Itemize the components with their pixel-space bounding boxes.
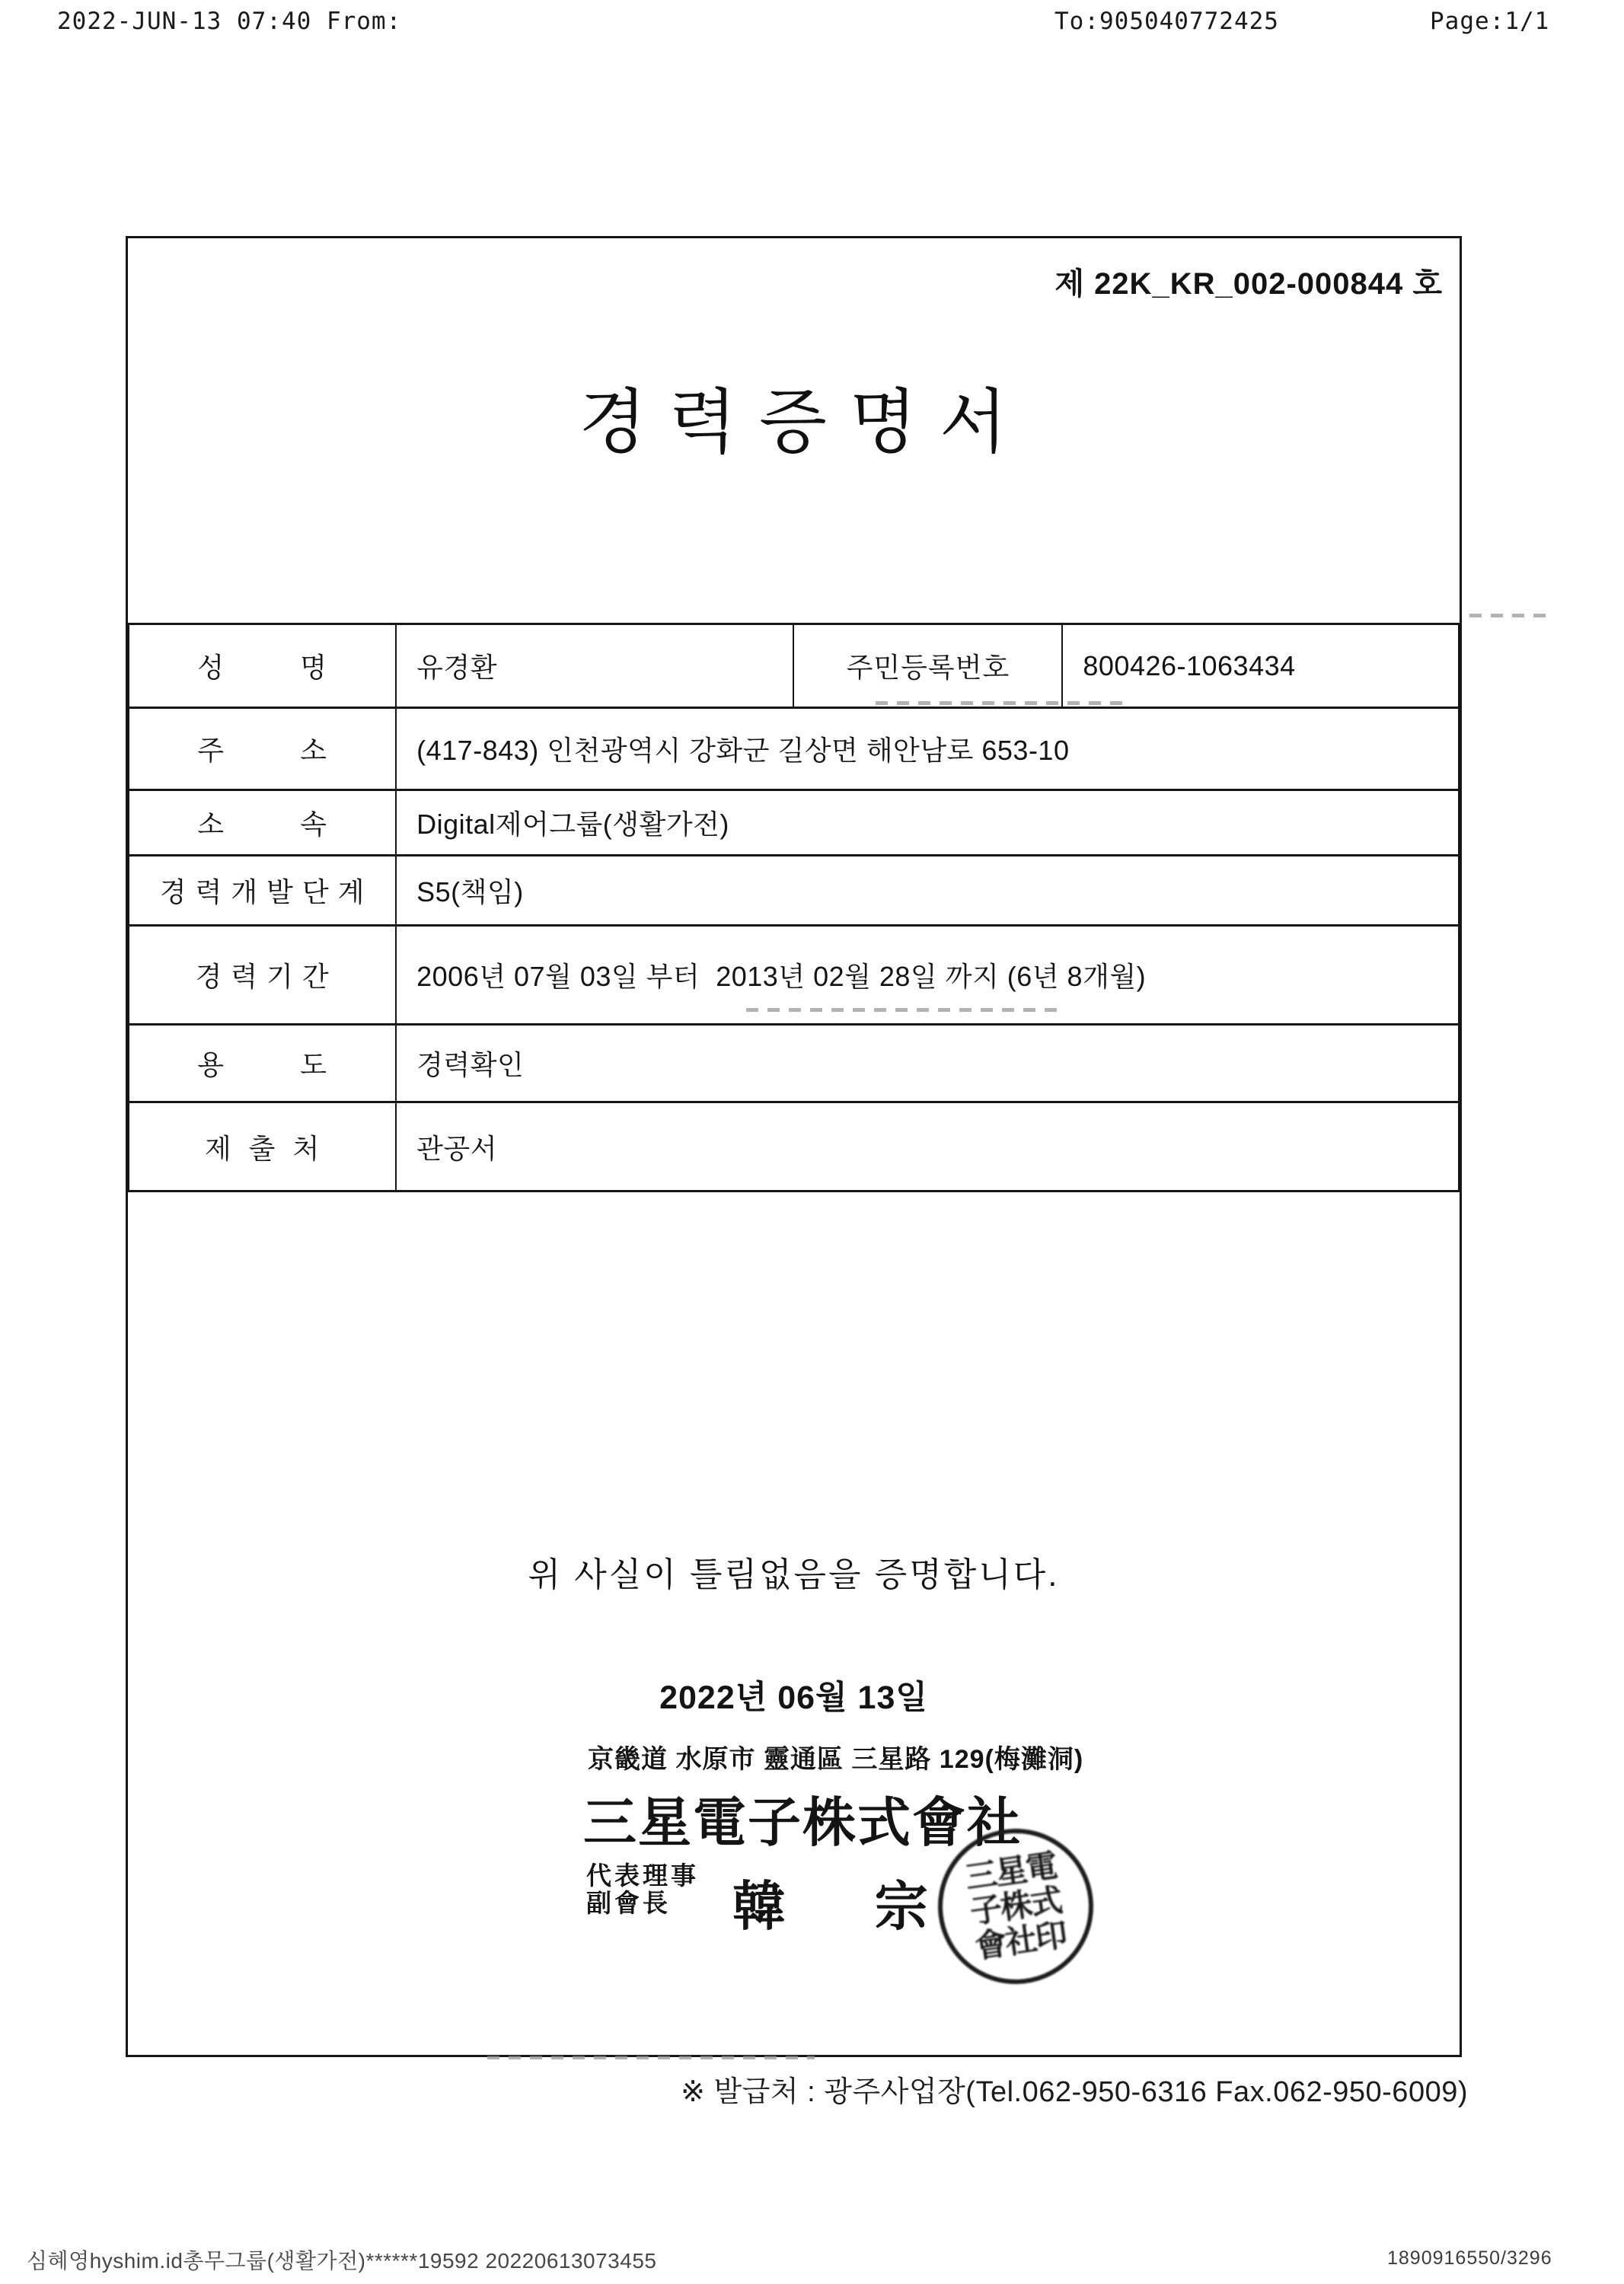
field-value-department: Digital제어그룹(생활가전) — [396, 790, 1459, 856]
fax-noise-artifact — [876, 701, 1127, 705]
signer-title — [586, 1862, 699, 1917]
fax-header-to: To:905040772425 — [1054, 8, 1279, 35]
signer-title-line2: 副會長 — [586, 1889, 671, 1917]
certificate-title: 경 력 증 명 서 — [579, 384, 1009, 461]
seal-text: 三星電子株式會社印 — [962, 1847, 1069, 1965]
table-row-purpose — [129, 1025, 1459, 1102]
signer-title-line1: 代表理事 — [586, 1861, 699, 1890]
footer-meta-right: 1890916550/3296 — [1387, 2247, 1552, 2269]
fax-header-page: Page:1/1 — [1430, 8, 1550, 35]
table-row-department — [129, 790, 1459, 856]
field-label-name: 성 명 — [129, 624, 396, 708]
company-name: 三星電子株式會社 — [583, 1793, 1022, 1852]
fax-noise-artifact — [746, 1008, 1066, 1012]
issuer-note: ※ 발급처 : 광주사업장(Tel.062-950-6316 Fax.062-950-6009) — [681, 2076, 1468, 2108]
field-label-address: 주 소 — [129, 708, 396, 790]
field-value-purpose: 경력확인 — [396, 1025, 1459, 1102]
certification-statement: 위 사실이 틀림없음을 증명합니다. — [528, 1556, 1060, 1593]
issue-date: 2022년 06월 13일 — [659, 1680, 928, 1716]
table-row-address — [129, 708, 1459, 790]
signer-name: 韓 宗 — [732, 1877, 928, 1936]
field-value-career-period: 2006년 07월 03일 부터 2013년 02월 28일 까지 (6년 8개월) — [396, 926, 1459, 1025]
field-label-rrn: 주민등록번호 — [793, 624, 1062, 708]
table-row-career-level — [129, 856, 1459, 926]
field-label-career-period: 경 력 기 간 — [129, 926, 396, 1025]
table-row-name — [129, 624, 1459, 708]
table-row-submitted-to — [129, 1102, 1459, 1191]
field-label-submitted-to: 제 출 처 — [129, 1102, 396, 1191]
fax-header-datetime: 2022-JUN-13 07:40 From: — [57, 8, 402, 35]
field-value-career-level: S5(책임) — [396, 856, 1459, 926]
field-label-career-level: 경 력 개 발 단 계 — [129, 856, 396, 926]
field-value-address: (417-843) 인천광역시 강화군 길상면 해안남로 653-10 — [396, 708, 1459, 790]
fax-noise-artifact — [1469, 614, 1553, 617]
field-value-rrn: 800426-1063434 — [1062, 624, 1459, 708]
document-number: 제 22K_KR_002-000844 호 — [1054, 267, 1443, 301]
company-address: 京畿道 水原市 靈通區 三星路 129(梅灘洞) — [588, 1745, 1084, 1774]
field-label-department: 소 속 — [129, 790, 396, 856]
field-label-purpose: 용 도 — [129, 1025, 396, 1102]
certificate-table — [128, 623, 1460, 1192]
footer-meta-left: 심혜영hyshim.id총무그룹(생활가전)******19592 20220613073455 — [27, 2249, 657, 2273]
field-value-name: 유경환 — [396, 624, 793, 708]
fax-noise-artifact — [487, 2056, 815, 2059]
field-value-submitted-to: 관공서 — [396, 1102, 1459, 1191]
